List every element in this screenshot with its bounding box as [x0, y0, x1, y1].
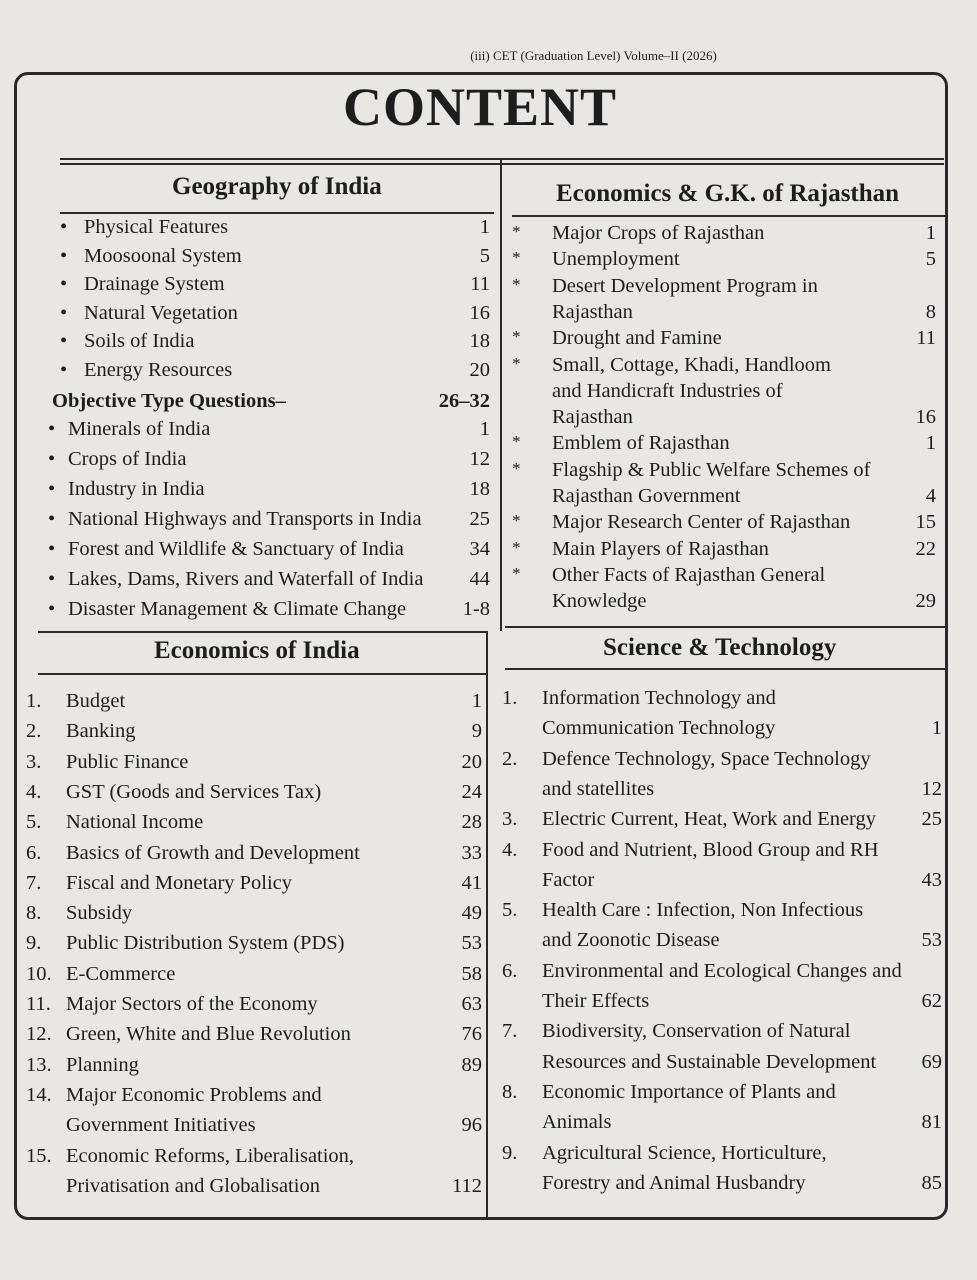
page-number: 8: [925, 300, 936, 323]
item-number: 4.: [502, 838, 518, 861]
item-number: 13.: [26, 1053, 52, 1076]
item-label: Main Players of Rajasthan: [552, 537, 769, 560]
item-label: Agricultural Science, Horticulture,: [542, 1141, 827, 1164]
item-label: Physical Features: [84, 216, 229, 238]
list-item: [26, 963, 482, 989]
page-number: 96: [461, 1114, 482, 1137]
item-label: and Handicraft Industries of: [552, 379, 783, 402]
list-item: [512, 248, 936, 274]
list-item: [48, 538, 490, 564]
item-label: Basics of Growth and Development: [66, 841, 360, 864]
list-item: [48, 568, 490, 594]
item-label: Forestry and Animal Husbandry: [542, 1171, 806, 1194]
item-label: National Highways and Transports in India: [68, 508, 422, 531]
item-label: Banking: [66, 720, 136, 743]
item-label: Disaster Management & Climate Change: [68, 598, 407, 621]
item-number: 12.: [26, 1023, 52, 1046]
list-item: [512, 406, 936, 432]
item-number: 15.: [26, 1144, 52, 1167]
item-label: Forest and Wildlife & Sanctuary of India: [68, 538, 404, 561]
list-item: [512, 354, 936, 380]
page-number: 85: [921, 1171, 942, 1194]
list-item: [502, 990, 942, 1016]
page-number: 1: [925, 222, 936, 244]
page-number: 22: [915, 537, 936, 560]
list-item: [48, 598, 490, 624]
page-number: 112: [452, 1174, 482, 1197]
item-label: Other Facts of Rajasthan General: [552, 563, 826, 586]
item-label: Energy Resources: [84, 359, 233, 381]
item-label: Drainage System: [84, 273, 225, 296]
page-number: 24: [461, 780, 482, 803]
item-label: Food and Nutrient, Blood Group and RH: [542, 838, 879, 861]
item-label: Desert Development Program in: [552, 274, 818, 297]
bullet-icon: •: [48, 418, 56, 441]
page-number: 62: [921, 990, 942, 1012]
bullet-icon: •: [60, 216, 68, 238]
list-item: [26, 781, 482, 807]
list-item: [512, 301, 936, 327]
item-label: Flagship & Public Welfare Schemes of: [552, 458, 871, 481]
star-icon: *: [512, 248, 521, 268]
item-number: 9.: [26, 932, 42, 955]
divider: [60, 163, 944, 165]
item-label: Economic Reforms, Liberalisation,: [66, 1144, 355, 1167]
item-label: Subsidy: [66, 902, 133, 925]
list-item: [512, 538, 936, 564]
list-item: [502, 1142, 942, 1168]
page-number: 9: [471, 720, 482, 743]
page-number: 76: [461, 1023, 482, 1046]
page-number: 63: [461, 993, 482, 1015]
item-label: Government Initiatives: [66, 1114, 256, 1137]
list-item: [48, 508, 490, 534]
list-item: [502, 717, 942, 743]
list-item: [60, 359, 490, 385]
item-label: Electric Current, Heat, Work and Energy: [542, 808, 877, 831]
page-number: 4: [925, 485, 936, 507]
item-number: 3.: [502, 808, 518, 831]
divider: [505, 626, 946, 628]
list-item: [26, 1145, 482, 1171]
bullet-icon: •: [48, 508, 56, 531]
item-number: 5.: [502, 899, 518, 922]
page-number: 12: [469, 448, 490, 471]
list-item: [512, 485, 936, 511]
item-label: GST (Goods and Services Tax): [66, 780, 322, 803]
list-item: [502, 778, 942, 804]
page-number: 5: [479, 244, 490, 267]
item-label: Major Sectors of the Economy: [66, 993, 318, 1015]
list-item: [502, 1081, 942, 1107]
list-item: [26, 811, 482, 837]
item-label: and statellites: [542, 777, 655, 800]
column-divider: [486, 631, 488, 1220]
divider: [38, 631, 486, 633]
item-number: 7.: [502, 1020, 518, 1043]
page-number: 18: [469, 330, 490, 353]
item-number: 7.: [26, 871, 42, 894]
page-number: 12: [921, 777, 942, 800]
item-label: Minerals of India: [68, 418, 211, 441]
item-number: 2.: [502, 747, 518, 770]
page-number: 29: [915, 590, 936, 613]
bullet-icon: •: [60, 359, 68, 381]
item-label: Resources and Sustainable Development: [542, 1050, 877, 1073]
item-label: Communication Technology: [542, 717, 776, 740]
page-number: 1-8: [462, 598, 490, 621]
item-label: Information Technology and: [542, 687, 776, 709]
page-number: 28: [461, 811, 482, 834]
item-label: Rajasthan Government: [552, 485, 741, 507]
item-label: Rajasthan: [552, 300, 633, 323]
list-item: [502, 687, 942, 713]
item-label: Defence Technology, Space Technology: [542, 747, 871, 770]
item-number: 3.: [26, 750, 42, 773]
list-item: [512, 222, 936, 248]
list-item: [502, 808, 942, 834]
page-number: 1: [471, 690, 482, 712]
item-number: 4.: [26, 780, 42, 803]
item-number: 1.: [502, 687, 518, 709]
list-item: [48, 448, 490, 474]
page-number: 1: [931, 717, 942, 740]
star-icon: *: [512, 511, 521, 531]
item-label: Major Economic Problems and: [66, 1083, 322, 1106]
item-label: Public Distribution System (PDS): [66, 932, 345, 955]
page-number: 41: [461, 871, 482, 894]
list-item: [502, 839, 942, 865]
star-icon: *: [512, 274, 521, 294]
list-item: [26, 690, 482, 716]
list-item: [512, 380, 936, 406]
list-item: [26, 872, 482, 898]
star-icon: *: [512, 432, 521, 452]
divider: [512, 215, 946, 217]
star-icon: *: [512, 537, 521, 557]
item-number: 6.: [502, 959, 518, 982]
list-item: [26, 902, 482, 928]
page-number: 1: [479, 418, 490, 441]
page-number: 1: [479, 216, 490, 238]
item-number: 1.: [26, 690, 42, 712]
list-item: [60, 273, 490, 299]
bullet-icon: •: [48, 538, 56, 561]
list-item: [502, 1172, 942, 1198]
bullet-icon: •: [60, 273, 68, 296]
bullet-icon: •: [48, 568, 56, 591]
page-number: 43: [921, 868, 942, 891]
page-number: 18: [469, 478, 490, 501]
list-item: [502, 869, 942, 895]
item-number: 2.: [26, 720, 42, 743]
page-number: 1: [925, 432, 936, 455]
star-icon: *: [512, 353, 521, 373]
item-label: Moosoonal System: [84, 244, 242, 267]
item-label: Public Finance: [66, 750, 189, 773]
list-item: [502, 1111, 942, 1137]
page-number: 26–32: [438, 389, 490, 412]
section-title-science: Science & Technology: [603, 634, 837, 661]
item-number: 8.: [502, 1080, 518, 1103]
list-item: [502, 1020, 942, 1046]
item-label: Major Crops of Rajasthan: [552, 222, 765, 244]
item-label: Major Research Center of Rajasthan: [552, 511, 851, 534]
item-label: Economic Importance of Plants and: [542, 1080, 836, 1103]
list-item: [502, 1051, 942, 1077]
page-number: 69: [921, 1050, 942, 1073]
page-number: 49: [461, 902, 482, 925]
star-icon: *: [512, 327, 521, 347]
item-label: Green, White and Blue Revolution: [66, 1023, 351, 1046]
objective-heading: [52, 390, 490, 416]
list-item: [512, 327, 936, 353]
item-label: E-Commerce: [66, 962, 176, 985]
list-item: [512, 432, 936, 458]
page-number: 44: [469, 568, 490, 591]
item-number: 14.: [26, 1083, 52, 1106]
list-item: [502, 960, 942, 986]
page-number: 89: [461, 1053, 482, 1076]
item-label: and Zoonotic Disease: [542, 929, 720, 952]
page-number: 33: [461, 841, 482, 864]
page-number: 16: [469, 301, 490, 324]
section-title-rajasthan: Economics & G.K. of Rajasthan: [556, 180, 900, 207]
book-header: (iii) CET (Graduation Level) Volume–II (2026): [470, 48, 717, 63]
list-item: [512, 564, 936, 590]
list-item: [26, 842, 482, 868]
item-label: Knowledge: [552, 590, 647, 613]
item-label: Rajasthan: [552, 406, 633, 429]
divider: [60, 158, 944, 160]
page-number: 16: [915, 406, 936, 429]
page-number: 53: [461, 932, 482, 955]
page-number: 5: [925, 248, 936, 271]
list-item: [512, 459, 936, 485]
item-number: 11.: [26, 993, 51, 1015]
item-label: Lakes, Dams, Rivers and Waterfall of India: [68, 568, 424, 591]
item-label: Factor: [542, 868, 595, 891]
item-label: Fiscal and Monetary Policy: [66, 871, 293, 894]
list-item: [26, 720, 482, 746]
page-number: 20: [469, 359, 490, 381]
list-item: [26, 993, 482, 1019]
item-label: Health Care : Infection, Non Infectious: [542, 899, 864, 922]
item-label: Soils of India: [84, 330, 195, 353]
item-label: Animals: [542, 1111, 612, 1134]
bullet-icon: •: [48, 448, 56, 471]
bullet-icon: •: [48, 598, 56, 621]
list-item: [60, 330, 490, 356]
divider: [505, 668, 946, 670]
column-divider: [500, 158, 502, 631]
list-item: [26, 1175, 482, 1201]
item-label: Their Effects: [542, 990, 650, 1012]
page-number: 25: [469, 508, 490, 531]
item-label: Industry in India: [68, 478, 205, 501]
page-number: 58: [461, 962, 482, 985]
page-number: 25: [921, 808, 942, 831]
item-label: Budget: [66, 690, 126, 712]
list-item: [512, 511, 936, 537]
bullet-icon: •: [60, 244, 68, 267]
item-number: 8.: [26, 902, 42, 925]
page-number: 34: [469, 538, 490, 561]
item-number: 9.: [502, 1141, 518, 1164]
section-title-geography: Geography of India: [172, 173, 382, 200]
item-number: 10.: [26, 962, 52, 985]
page-number: 11: [916, 327, 936, 350]
page-title: CONTENT: [342, 77, 618, 137]
bullet-icon: •: [60, 301, 68, 324]
star-icon: *: [512, 458, 521, 478]
star-icon: *: [512, 222, 521, 241]
list-item: [26, 932, 482, 958]
item-label: Small, Cottage, Khadi, Handloom: [552, 353, 831, 376]
list-item: [60, 216, 490, 242]
divider: [60, 212, 494, 214]
list-item: [26, 1023, 482, 1049]
item-label: Natural Vegetation: [84, 301, 238, 324]
item-label: Privatisation and Globalisation: [66, 1174, 320, 1197]
objective-label: Objective Type Questions–: [52, 389, 286, 412]
list-item: [26, 1084, 482, 1110]
list-item: [26, 1054, 482, 1080]
page-number: 81: [921, 1111, 942, 1134]
list-item: [26, 751, 482, 777]
list-item: [512, 275, 936, 301]
bullet-icon: •: [48, 478, 56, 501]
list-item: [48, 478, 490, 504]
item-label: Crops of India: [68, 448, 187, 471]
item-label: Biodiversity, Conservation of Natural: [542, 1020, 851, 1043]
item-label: Unemployment: [552, 248, 680, 271]
star-icon: *: [512, 563, 521, 583]
page-number: 11: [470, 273, 490, 296]
item-label: Drought and Famine: [552, 327, 722, 350]
item-label: Environmental and Ecological Changes and: [542, 959, 902, 982]
section-title-economics-india: Economics of India: [154, 637, 360, 664]
page-number: 53: [921, 929, 942, 952]
list-item: [26, 1114, 482, 1140]
item-number: 6.: [26, 841, 42, 864]
item-label: Planning: [66, 1053, 139, 1076]
divider: [38, 673, 486, 675]
bullet-icon: •: [60, 330, 68, 353]
page-number: 15: [915, 511, 936, 534]
item-label: Emblem of Rajasthan: [552, 432, 730, 455]
list-item: [502, 929, 942, 955]
list-item: [48, 418, 490, 444]
list-item: [60, 302, 490, 328]
item-number: 5.: [26, 811, 42, 834]
list-item: [502, 748, 942, 774]
list-item: [502, 899, 942, 925]
item-label: National Income: [66, 811, 204, 834]
page-number: 20: [461, 750, 482, 773]
list-item: [512, 590, 936, 616]
list-item: [60, 245, 490, 271]
